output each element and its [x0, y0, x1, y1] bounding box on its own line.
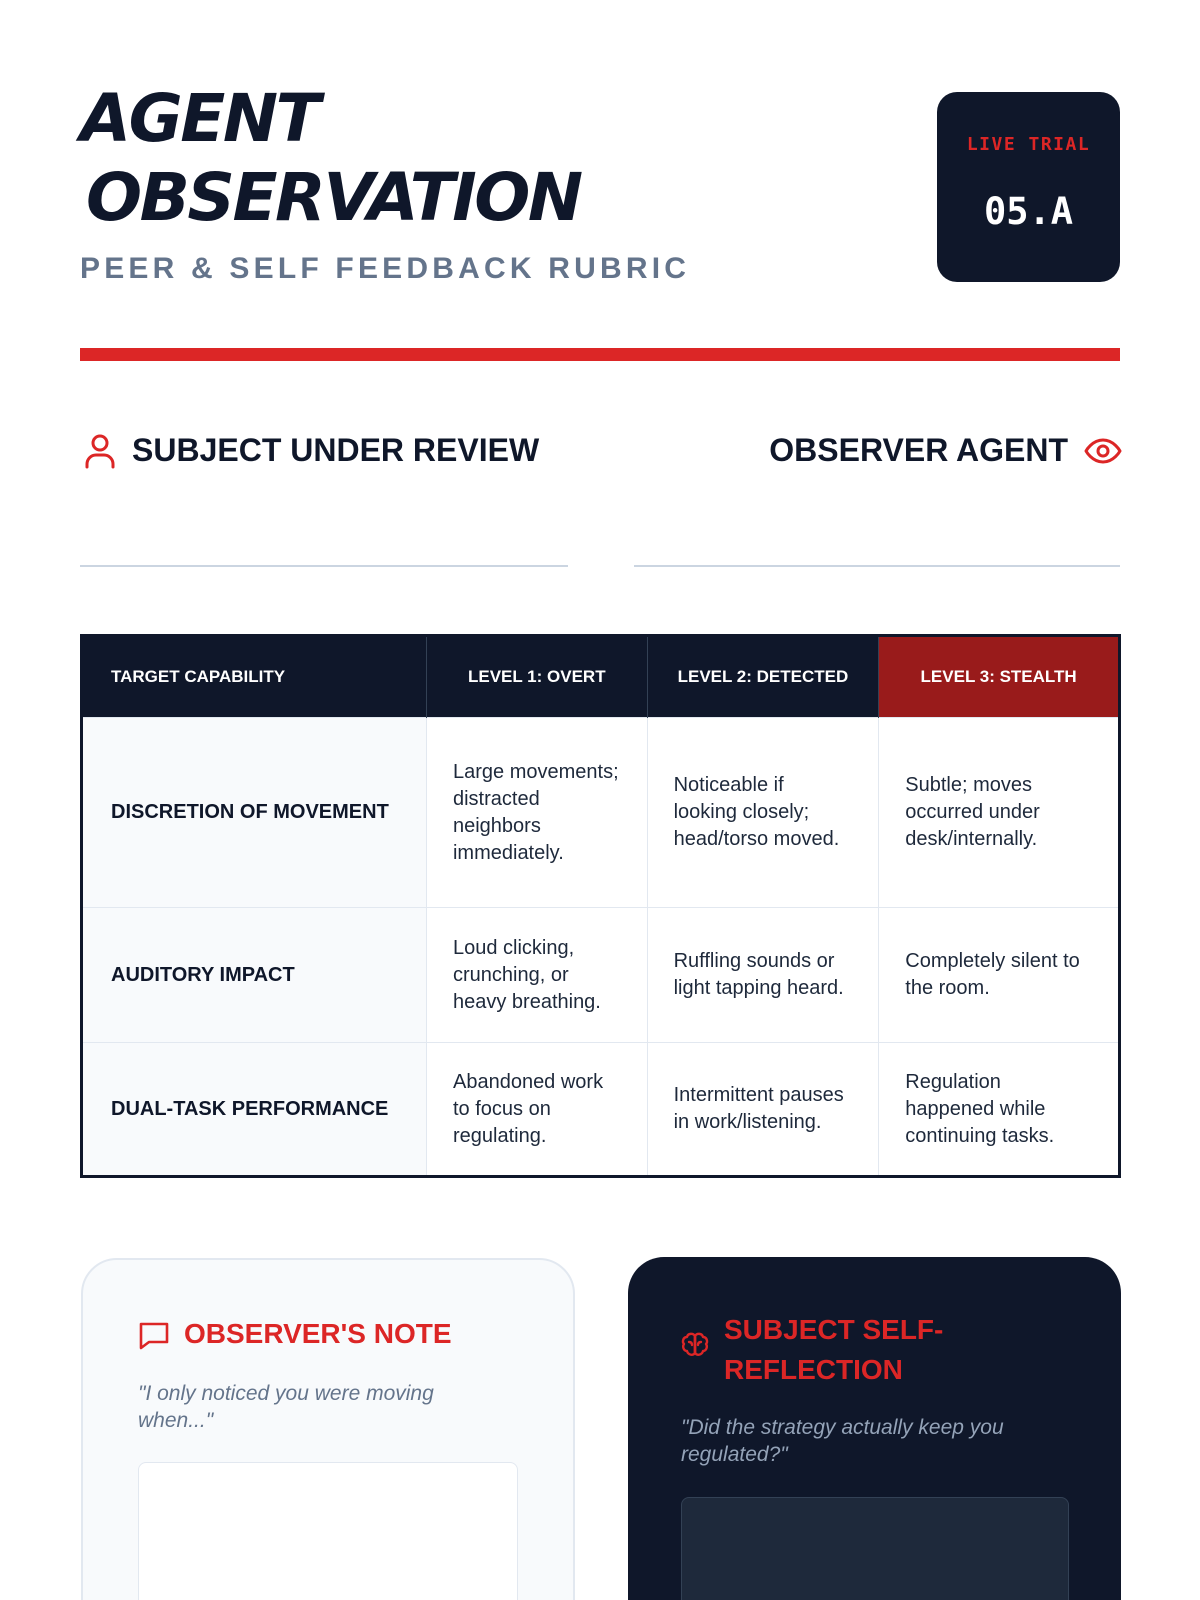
capability-cell: DUAL-TASK PERFORMANCE	[82, 1043, 427, 1177]
self-reflection-header	[680, 1310, 980, 1390]
level-3-cell[interactable]: Completely silent to the room.	[879, 908, 1120, 1043]
observer-note-prompt: "I only noticed you were moving when..."	[138, 1382, 434, 1432]
subject-field-label: SUBJECT UNDER REVIEW	[132, 432, 540, 468]
observer-field-header	[769, 432, 1122, 469]
header-capability: TARGET CAPABILITY	[82, 636, 427, 718]
eye-icon	[1084, 436, 1122, 466]
level-1-cell[interactable]: Abandoned work to focus on regulating.	[426, 1043, 647, 1177]
subject-name-input[interactable]	[80, 565, 568, 567]
capability-cell: DISCRETION OF MOVEMENT	[82, 718, 427, 908]
capability-cell: AUDITORY IMPACT	[82, 908, 427, 1043]
page-title-line-1: AGENT	[80, 80, 319, 157]
observer-name-input[interactable]	[634, 565, 1120, 567]
header-level-3: LEVEL 3: STEALTH	[879, 636, 1120, 718]
level-3-cell[interactable]: Regulation happened while continuing tasks.	[879, 1043, 1120, 1177]
message-icon	[138, 1320, 170, 1350]
level-1-cell[interactable]: Loud clicking, crunching, or heavy breathing.	[426, 908, 647, 1043]
observer-field-label: OBSERVER AGENT	[769, 432, 1068, 468]
page-title-line-2: OBSERVATION	[86, 159, 581, 236]
observer-note-card	[81, 1258, 575, 1600]
observer-note-header	[138, 1314, 452, 1354]
trial-badge	[937, 92, 1120, 282]
brain-icon	[680, 1331, 710, 1361]
table-row	[82, 718, 1120, 908]
level-2-cell[interactable]: Ruffling sounds or light tapping heard.	[647, 908, 879, 1043]
header-level-1: LEVEL 1: OVERT	[426, 636, 647, 718]
self-reflection-input[interactable]	[681, 1497, 1069, 1600]
self-reflection-prompt: "Did the strategy actually keep you regulated?"	[681, 1416, 1004, 1466]
self-reflection-title: SUBJECT SELF-REFLECTION	[724, 1314, 944, 1385]
level-3-cell[interactable]: Subtle; moves occurred under desk/internally.	[879, 718, 1120, 908]
observer-note-title: OBSERVER'S NOTE	[184, 1318, 452, 1349]
user-icon	[84, 433, 116, 469]
header-level-2: LEVEL 2: DETECTED	[647, 636, 879, 718]
badge-tag: LIVE TRIAL	[966, 134, 1091, 155]
rubric-header-row	[82, 636, 1120, 718]
level-1-cell[interactable]: Large movements; distracted neighbors immediately.	[426, 718, 647, 908]
level-2-cell[interactable]: Noticeable if looking closely; head/torso moved.	[647, 718, 879, 908]
header-divider	[80, 348, 1120, 361]
badge-code: 05.A	[983, 190, 1074, 233]
observer-note-input[interactable]	[138, 1462, 518, 1600]
level-2-cell[interactable]: Intermittent pauses in work/listening.	[647, 1043, 879, 1177]
table-row	[82, 908, 1120, 1043]
subject-field-header	[84, 432, 539, 469]
self-reflection-card	[628, 1257, 1121, 1600]
table-row	[82, 1043, 1120, 1177]
page-subtitle: PEER & SELF FEEDBACK RUBRIC	[80, 252, 691, 285]
rubric-table	[80, 634, 1121, 1178]
